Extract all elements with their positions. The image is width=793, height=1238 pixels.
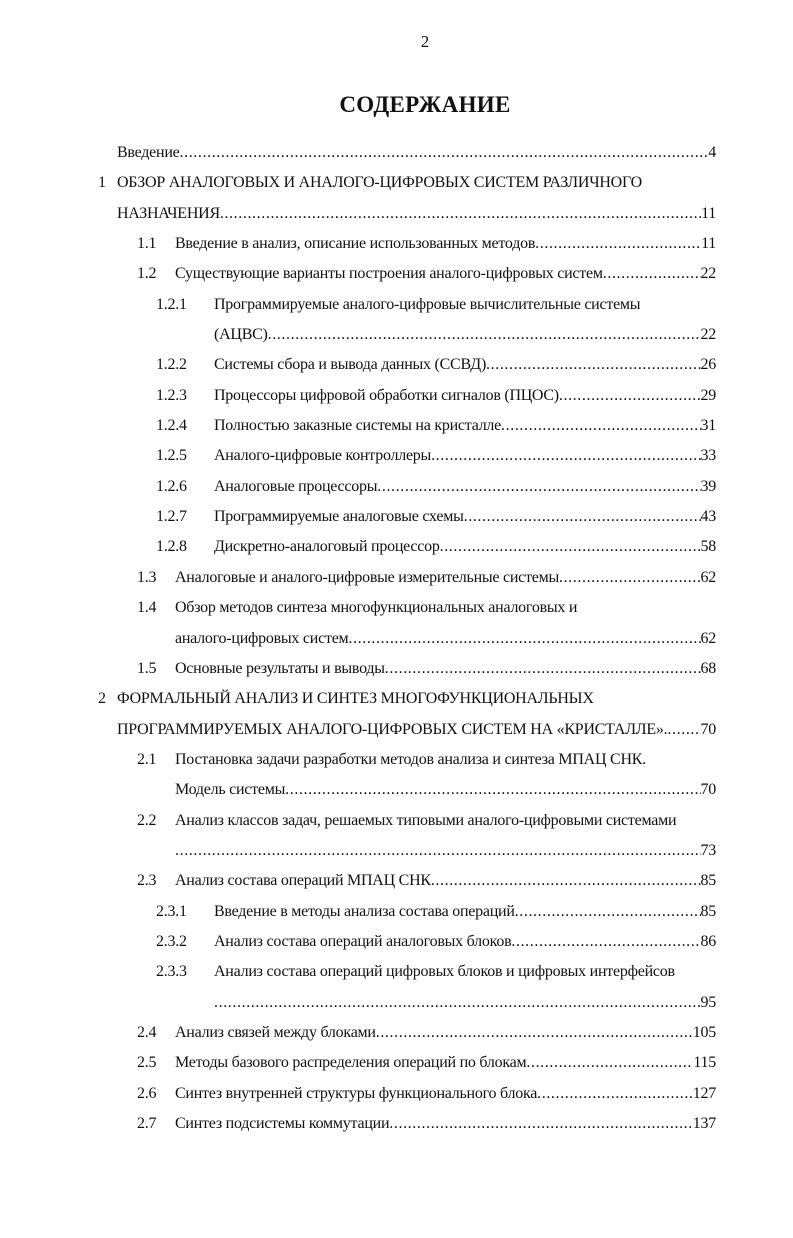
toc-entry[interactable] bbox=[0, 957, 793, 1018]
toc-entry-title: Аналоговые процессоры bbox=[214, 477, 378, 495]
dot-leader bbox=[389, 1109, 692, 1139]
toc-entry[interactable] bbox=[0, 532, 793, 562]
dot-leader bbox=[175, 836, 701, 866]
toc-entry[interactable] bbox=[0, 593, 793, 654]
dot-leader bbox=[376, 1018, 693, 1048]
toc-entry[interactable] bbox=[0, 502, 793, 532]
toc-entry[interactable] bbox=[0, 1048, 793, 1078]
toc-entry[interactable] bbox=[0, 806, 793, 867]
toc-entry-title: ФОРМАЛЬНЫЙ АНАЛИЗ И СИНТЕЗ МНОГОФУНКЦИОНАЛЬНЫХ bbox=[117, 690, 594, 708]
toc-entry-page: 31 bbox=[700, 417, 716, 435]
dot-leader bbox=[431, 866, 701, 896]
toc-entry-title: Программируемые аналого-цифровые вычислительные системы bbox=[214, 295, 641, 313]
toc-entry-number: 1.2 bbox=[137, 265, 157, 283]
toc-entry-number: 1.2.1 bbox=[156, 295, 187, 313]
toc-entry-title: Анализ состава операций цифровых блоков и цифровых интерфейсов bbox=[214, 963, 675, 981]
toc-entry-number: 2.3.2 bbox=[156, 932, 187, 950]
toc-entry-number: 2.4 bbox=[137, 1023, 157, 1041]
toc-entry-number: 1.5 bbox=[137, 659, 157, 677]
dot-leader bbox=[431, 441, 700, 471]
dot-leader bbox=[526, 1048, 693, 1078]
toc-entry-title: Введение bbox=[117, 144, 180, 161]
toc-entry[interactable] bbox=[0, 654, 793, 684]
toc-entry[interactable] bbox=[0, 259, 793, 289]
toc-entry-title: Аналого-цифровые контроллеры bbox=[214, 447, 432, 465]
toc-entry-title: Синтез подсистемы коммутации bbox=[175, 1115, 390, 1132]
toc-entry-page: 33 bbox=[700, 447, 716, 465]
toc-entry-number: 1.2.3 bbox=[156, 386, 187, 404]
toc-entry-number: 1.2.4 bbox=[156, 417, 187, 435]
toc-entry-title: Обзор методов синтеза многофункциональных аналоговых и bbox=[175, 599, 578, 617]
toc-entry-number: 2.3.1 bbox=[156, 902, 187, 920]
toc-entry-title: (АЦВС) bbox=[214, 326, 268, 344]
dot-leader bbox=[377, 472, 700, 502]
toc-entry-page: 105 bbox=[692, 1023, 716, 1041]
toc-entry-page: 22 bbox=[700, 326, 716, 344]
toc-entry-number: 2.7 bbox=[137, 1115, 157, 1132]
toc-entry-page: 11 bbox=[701, 204, 716, 222]
toc-entry-page: 62 bbox=[700, 568, 716, 586]
dot-leader bbox=[180, 138, 709, 168]
toc-entry-page: 73 bbox=[700, 841, 716, 859]
dot-leader bbox=[486, 350, 700, 380]
toc-entry[interactable] bbox=[0, 472, 793, 502]
toc-entry-title: Основные результаты и выводы bbox=[175, 659, 385, 677]
toc-entry-number: 2.3 bbox=[137, 872, 157, 890]
toc-entry-number: 2.5 bbox=[137, 1054, 157, 1072]
dot-leader bbox=[515, 897, 701, 927]
toc-entry-title: Анализ состава операций МПАЦ СНК bbox=[175, 872, 431, 890]
toc-entry[interactable] bbox=[0, 563, 793, 593]
toc-entry-page: 85 bbox=[700, 902, 716, 920]
dot-leader bbox=[603, 259, 701, 289]
toc-entry-title: Модель системы bbox=[175, 781, 286, 799]
toc-entry[interactable] bbox=[0, 229, 793, 259]
dot-leader bbox=[559, 381, 701, 411]
toc-entry-title: НАЗНАЧЕНИЯ bbox=[117, 204, 220, 222]
toc-entry-number: 2.3.3 bbox=[156, 963, 187, 981]
toc-entry-number: 2.2 bbox=[137, 811, 157, 829]
dot-leader bbox=[214, 988, 701, 1018]
toc-entry-title: Дискретно-аналоговый процессор bbox=[214, 538, 440, 556]
toc-entry-page: 85 bbox=[700, 872, 716, 890]
toc-entry-title: ОБЗОР АНАЛОГОВЫХ И АНАЛОГО-ЦИФРОВЫХ СИСТЕМ РАЗЛИЧНОГО bbox=[117, 174, 642, 192]
toc-entry-title: Постановка задачи разработки методов анализа и синтеза МПАЦ СНК. bbox=[175, 750, 646, 768]
toc-entry[interactable] bbox=[0, 866, 793, 896]
dot-leader bbox=[440, 532, 701, 562]
toc-entry-page: 137 bbox=[692, 1115, 716, 1132]
toc-entry[interactable] bbox=[0, 381, 793, 411]
toc-entry-number: 2.1 bbox=[137, 750, 157, 768]
toc-entry-title: Программируемые аналоговые схемы bbox=[214, 508, 464, 526]
toc-entry-page: 58 bbox=[700, 538, 716, 556]
toc-entry[interactable] bbox=[0, 1079, 793, 1109]
toc-entry[interactable] bbox=[0, 290, 793, 351]
toc-entry-page: 11 bbox=[701, 235, 716, 253]
toc-entry-title: Полностью заказные системы на кристалле bbox=[214, 417, 502, 435]
toc-entry-number: 2.6 bbox=[137, 1084, 157, 1102]
toc-entry-page: 127 bbox=[692, 1084, 716, 1102]
toc-entry-title: Существующие варианты построения аналого-цифровых систем bbox=[175, 265, 603, 283]
dot-leader bbox=[537, 1079, 693, 1109]
toc-entry-title: Системы сбора и вывода данных (ССВД) bbox=[214, 356, 487, 374]
toc-entry-number: 1.1 bbox=[137, 235, 157, 253]
toc-entry[interactable] bbox=[0, 168, 793, 229]
dot-leader bbox=[559, 563, 701, 593]
toc-entry-number: 1.2.5 bbox=[156, 447, 187, 465]
toc-entry-number: 2 bbox=[98, 690, 106, 708]
toc-entry-page: 68 bbox=[700, 659, 716, 677]
toc-entry-number: 1.4 bbox=[137, 599, 157, 617]
toc-entry-number: 1.3 bbox=[137, 568, 157, 586]
toc-entry-title: Анализ состава операций аналоговых блоков bbox=[214, 932, 512, 950]
toc-entry-page: 70 bbox=[700, 720, 716, 738]
dot-leader bbox=[268, 320, 701, 350]
dot-leader bbox=[220, 199, 701, 229]
toc-entry-title: Процессоры цифровой обработки сигналов (ПЦОС) bbox=[214, 386, 559, 404]
dot-leader bbox=[511, 927, 700, 957]
dot-leader bbox=[385, 654, 701, 684]
toc-entry[interactable] bbox=[0, 411, 793, 441]
toc-entry-title: Аналоговые и аналого-цифровые измерительные системы bbox=[175, 568, 559, 586]
toc-entry-page: 26 bbox=[700, 356, 716, 374]
toc-entry-page: 70 bbox=[700, 781, 716, 799]
toc-entry-title: Методы базового распределения операций по блокам bbox=[175, 1054, 527, 1072]
dot-leader bbox=[501, 411, 700, 441]
toc-entry-title: Введение в методы анализа состава операций bbox=[214, 902, 515, 920]
toc-entry-page: 115 bbox=[693, 1054, 716, 1072]
toc-entry[interactable] bbox=[0, 684, 793, 745]
toc-entry[interactable] bbox=[0, 138, 793, 168]
table-of-contents bbox=[0, 138, 793, 1139]
toc-entry-page: 95 bbox=[700, 993, 716, 1011]
toc-entry-page: 29 bbox=[700, 386, 716, 404]
toc-entry-title: аналого-цифровых систем bbox=[175, 629, 349, 647]
toc-entry-number: 1.2.8 bbox=[156, 538, 187, 556]
toc-entry-title: Введение в анализ, описание использованных методов bbox=[175, 235, 536, 253]
toc-entry-page: 4 bbox=[708, 144, 716, 161]
page-number: 2 bbox=[420, 32, 430, 51]
toc-entry-page: 39 bbox=[700, 477, 716, 495]
toc-entry[interactable] bbox=[0, 927, 793, 957]
toc-entry[interactable] bbox=[0, 745, 793, 806]
toc-entry-page: 22 bbox=[700, 265, 716, 283]
toc-entry-title: ПРОГРАММИРУЕМЫХ АНАЛОГО-ЦИФРОВЫХ СИСТЕМ НА «КРИСТАЛЛЕ». bbox=[117, 720, 668, 738]
toc-entry-title: Синтез внутренней структуры функционального блока bbox=[175, 1084, 538, 1102]
toc-entry[interactable] bbox=[0, 350, 793, 380]
toc-entry-title: Анализ связей между блоками bbox=[175, 1023, 376, 1041]
toc-entry-page: 43 bbox=[700, 508, 716, 526]
toc-entry-number: 1.2.6 bbox=[156, 477, 187, 495]
toc-entry-number: 1.2.7 bbox=[156, 508, 187, 526]
toc-entry[interactable] bbox=[0, 897, 793, 927]
dot-leader bbox=[348, 624, 700, 654]
toc-entry-number: 1.2.2 bbox=[156, 356, 187, 374]
dot-leader bbox=[535, 229, 701, 259]
toc-entry-page: 62 bbox=[700, 629, 716, 647]
toc-entry[interactable] bbox=[0, 441, 793, 471]
toc-entry-page: 86 bbox=[700, 932, 716, 950]
dot-leader bbox=[285, 775, 700, 805]
page-title: СОДЕРЖАНИЕ bbox=[339, 92, 511, 117]
toc-entry[interactable] bbox=[0, 1018, 793, 1048]
dot-leader bbox=[464, 502, 701, 532]
toc-entry[interactable] bbox=[0, 1109, 793, 1139]
toc-entry-number: 1 bbox=[98, 174, 106, 192]
toc-entry-title: Анализ классов задач, решаемых типовыми аналого-цифровыми системами bbox=[175, 811, 677, 829]
dot-leader bbox=[667, 715, 700, 745]
